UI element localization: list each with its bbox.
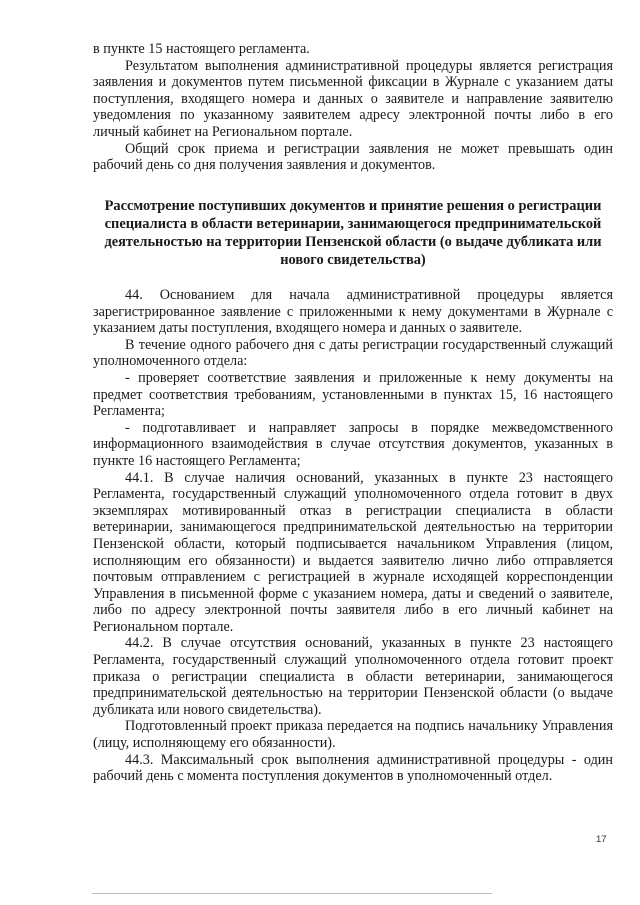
intro-text bbox=[93, 41, 613, 174]
list-item-requests: - подготавливает и направляет запросы в порядке межведомственного информационного взаимодействия в случае отсутствия документов, указанных в пункте 16 настоящего Регламента; bbox=[93, 419, 613, 469]
bottom-divider bbox=[92, 893, 492, 894]
paragraph-total-term: Общий срок приема и регистрации заявления не может превышать один рабочий день со дня получения заявления и документов. bbox=[93, 140, 613, 174]
paragraph-44-1: 44.1. В случае наличия оснований, указанных в пункте 23 настоящего Регламента, государственный служащий уполномоченного отдела готовит в двух экземплярах мотивированный отказ в регистрации специалиста в области ветеринарии, занимающегося предпринимательской деятельностью на территории Пензенской области, который подписывается начальником Управления (лицом, исполняющим его обязанности) и выдается заявителю лично либо отправляется почтовым отправлением с регистрацией в журнале исходящей корреспонденции Управления в письменной форме с указанием номера, даты и сведений о заявителе, либо по адресу электронной почты заявителя либо в его личный кабинет на Региональном портале. bbox=[93, 469, 613, 635]
page-number: 17 bbox=[596, 834, 607, 845]
section-heading: Рассмотрение поступивших документов и принятие решения о регистрации специалиста в области ветеринарии, занимающегося предпринимательской деятельностью на территории Пензенской области (о выдаче дубликата или нового свидетельства) bbox=[104, 198, 602, 268]
paragraph-result: Результатом выполнения административной процедуры является регистрация заявления и документов путем письменной фиксации в Журнале с указанием даты поступления, входящего номера и данных о заявителе и направление заявителю уведомления по указанному заявителем адресу электронной почты либо в его личный кабинет на Региональном портале. bbox=[93, 57, 613, 140]
paragraph-44-3: 44.3. Максимальный срок выполнения административной процедуры - один рабочий день с момента поступления документов в уполномоченный отдел. bbox=[93, 751, 613, 785]
paragraph-continuation: в пункте 15 настоящего регламента. bbox=[93, 41, 310, 57]
paragraph-draft-order: Подготовленный проект приказа передается на подпись начальнику Управления (лицу, исполняющему его обязанности). bbox=[93, 718, 613, 752]
paragraph-44: 44. Основанием для начала административной процедуры является зарегистрированное заявление с приложенными к нему документами в Журнале с указанием даты поступления, входящего номера и данных о заявителе. bbox=[93, 287, 613, 337]
paragraph-within-one-day: В течение одного рабочего дня с даты регистрации государственный служащий уполномоченного отдела: bbox=[93, 336, 613, 370]
paragraph-44-2: 44.2. В случае отсутствия оснований, указанных в пункте 23 настоящего Регламента, государственный служащий уполномоченного отдела готовит проект приказа о регистрации специалиста в области ветеринарии, занимающегося предпринимательской деятельностью на территории Пензенской области (о выдаче дубликата или нового свидетельства). bbox=[93, 635, 613, 718]
section-body bbox=[93, 287, 613, 785]
list-item-checks: - проверяет соответствие заявления и приложенные к нему документы на предмет соответствия требованиям, установленными в пунктах 15, 16 настоящего Регламента; bbox=[93, 369, 613, 420]
